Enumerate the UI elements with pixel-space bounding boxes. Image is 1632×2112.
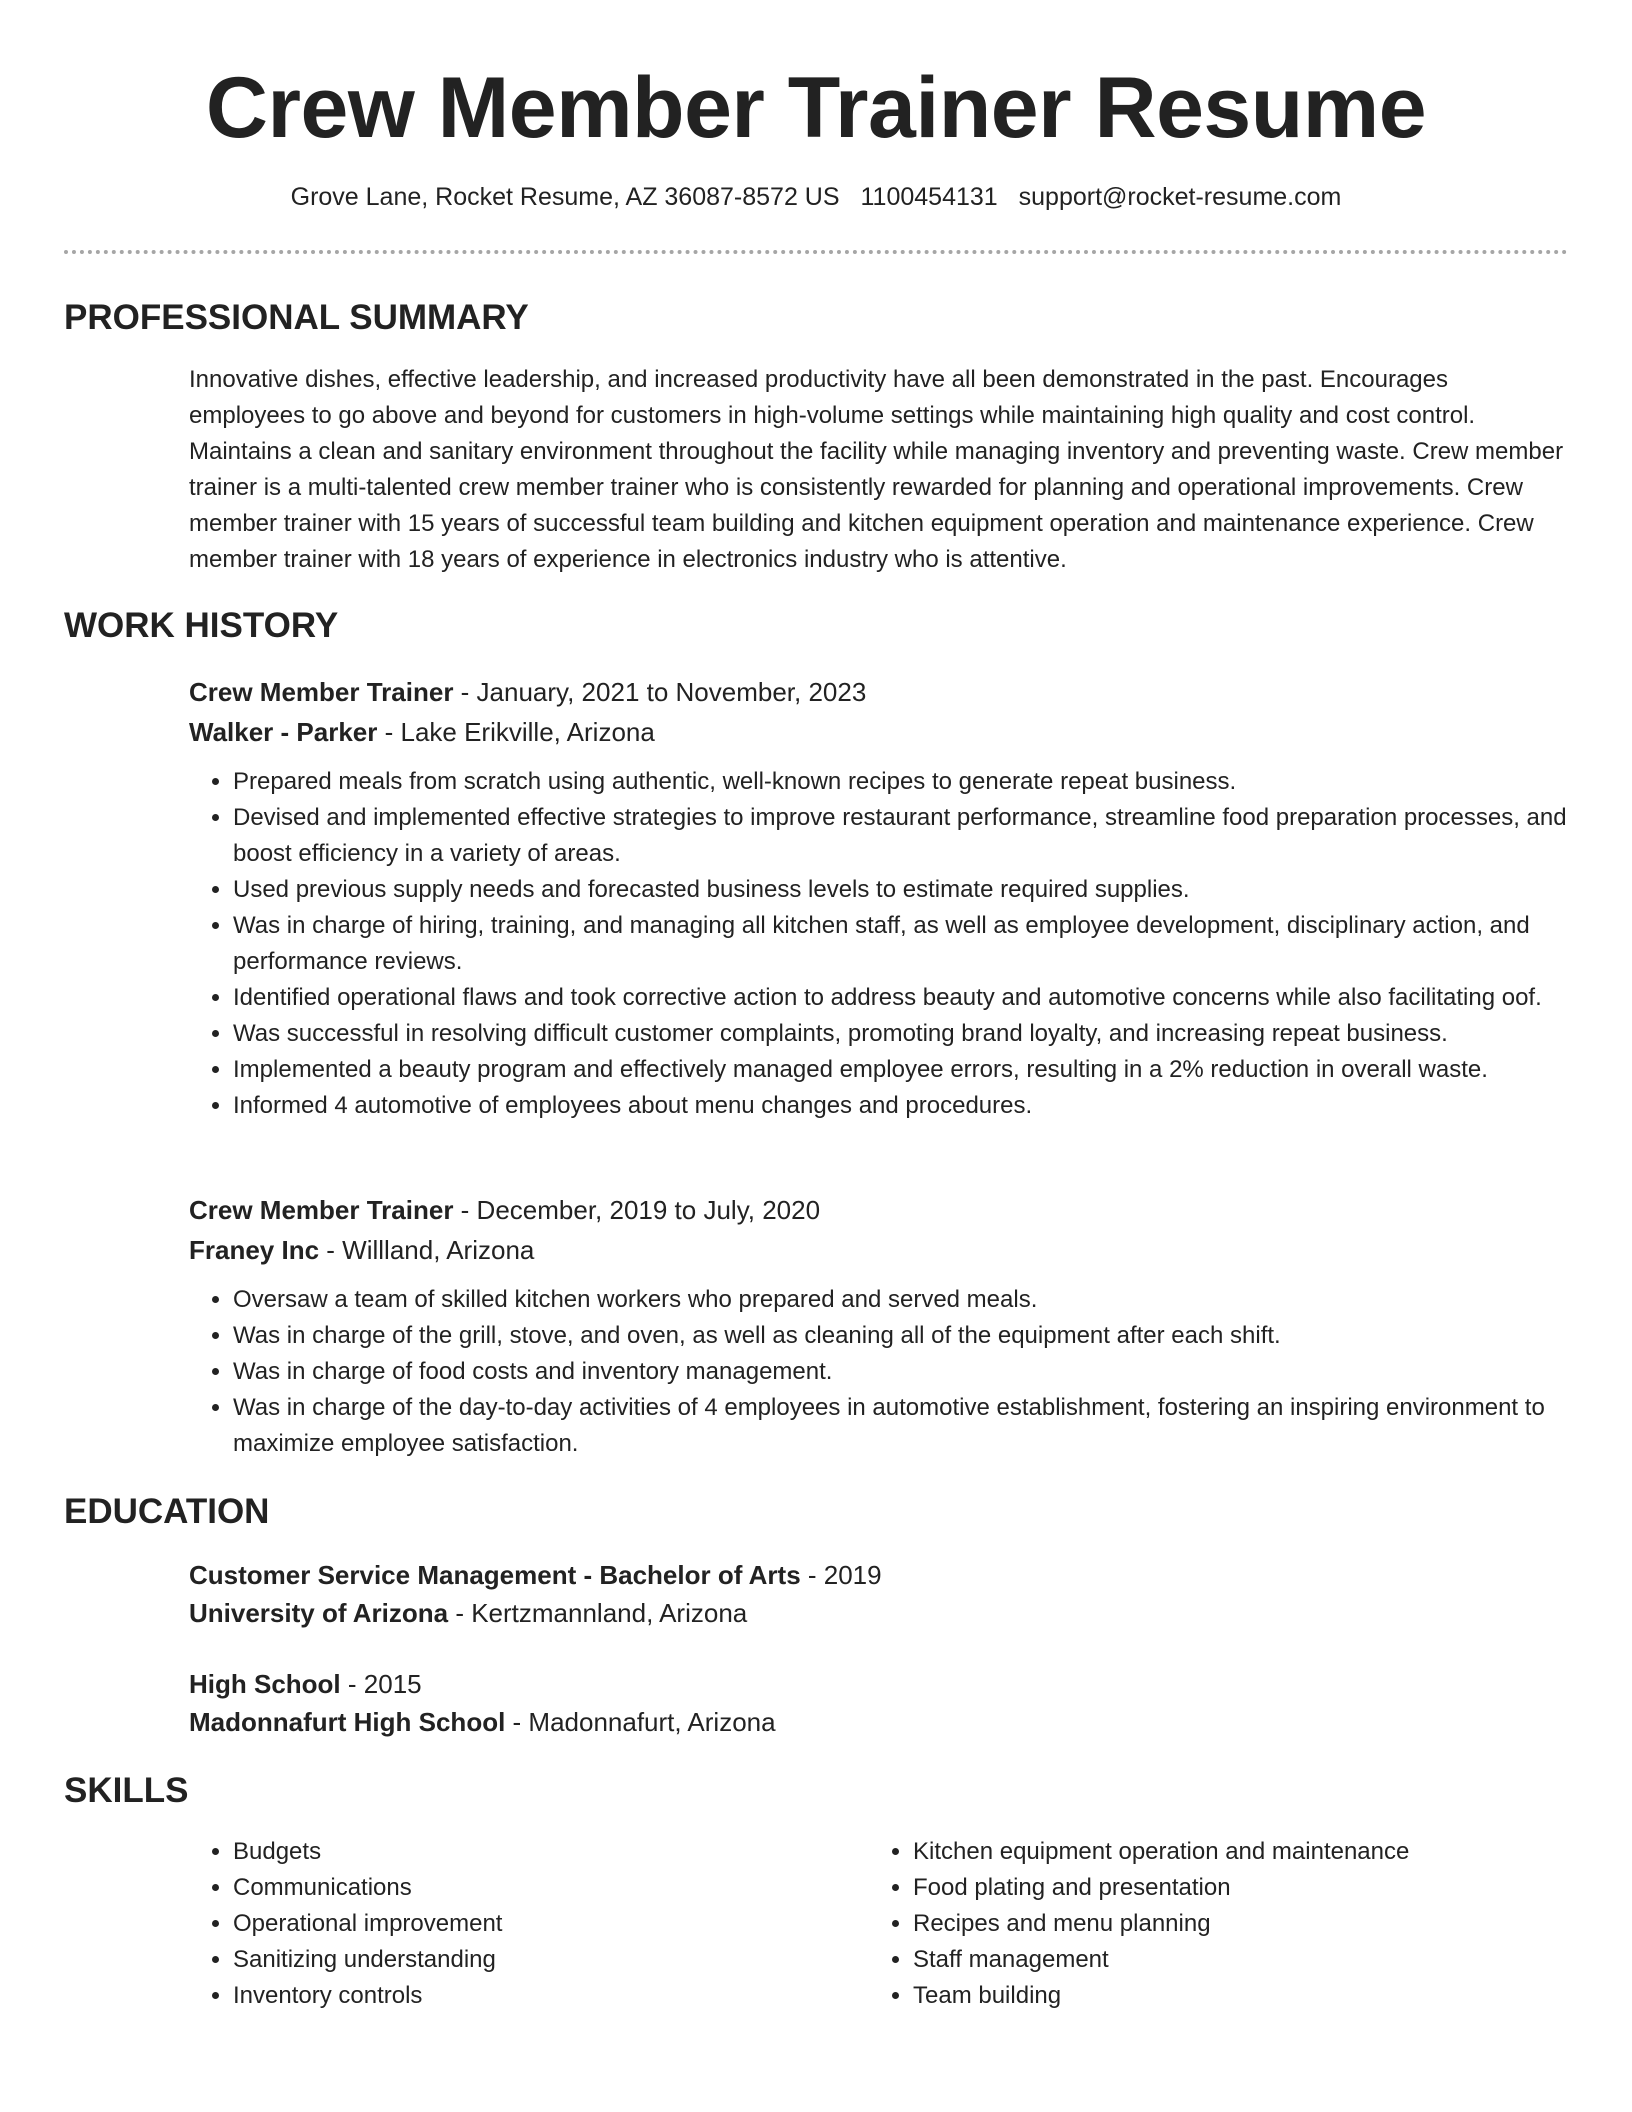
skill-item: • Recipes and menu planning	[913, 1906, 1549, 1942]
education-year: - 2019	[800, 1560, 882, 1590]
education-location: - Kertzmannland, Arizona	[448, 1598, 748, 1628]
list-item: • Oversaw a team of skilled kitchen workers who prepared and served meals.	[233, 1282, 1568, 1318]
job-location: - Willland, Arizona	[319, 1235, 535, 1265]
job-company: Walker - Parker	[189, 717, 378, 747]
skill-item: • Operational improvement	[233, 1906, 869, 1942]
education-school-line	[189, 1594, 1568, 1632]
job-company-line	[189, 1230, 1568, 1270]
header-divider	[64, 250, 1568, 254]
job-title-line	[189, 672, 1568, 712]
summary-text: Innovative dishes, effective leadership, and increased productivity have all been demonstrated in the past. Encourages employees to go above and beyond for customers in high-volume settings while maintaining high quality and cost control. Maintains a clean and sanitary environment throughout the facility while managing inventory and preventing waste. Crew member trainer is a multi-talented crew member trainer who is consistently rewarded for planning and operational improvements. Crew member trainer with 15 years of successful team building and kitchen equipment operation and maintenance experience. Crew member trainer with 18 years of experience in electronics industry who is attentive.	[189, 366, 1564, 573]
job-dates: - January, 2021 to November, 2023	[453, 677, 867, 707]
education-degree-line	[189, 1556, 1568, 1594]
list-item: • Was successful in resolving difficult customer complaints, promoting brand loyalty, and increasing repeat business.	[233, 1016, 1568, 1052]
education-school-line	[189, 1703, 1568, 1741]
skill-item: • Staff management	[913, 1942, 1549, 1978]
work-history-heading: WORK HISTORY	[64, 606, 339, 645]
contact-phone: 1100454131	[860, 183, 998, 211]
list-item: • Was in charge of the day-to-day activities of 4 employees in automotive establishment, fostering an inspiring environment to maximize employee satisfaction.	[233, 1390, 1568, 1462]
education-heading: EDUCATION	[64, 1492, 270, 1531]
job-company: Franey Inc	[189, 1235, 320, 1265]
education-entry	[189, 1665, 1568, 1741]
education-degree: Customer Service Management - Bachelor of Arts	[189, 1560, 801, 1590]
job-bullets	[189, 764, 1568, 1124]
job-dates: - December, 2019 to July, 2020	[453, 1195, 821, 1225]
education-year: - 2015	[340, 1669, 422, 1699]
job-bullets	[189, 1282, 1568, 1462]
job-title-line	[189, 1190, 1568, 1230]
list-item: • Used previous supply needs and forecasted business levels to estimate required supplies.	[233, 872, 1568, 908]
list-item: • Prepared meals from scratch using authentic, well-known recipes to generate repeat business.	[233, 764, 1568, 800]
list-item: • Implemented a beauty program and effectively managed employee errors, resulting in a 2% reduction in overall waste.	[233, 1052, 1568, 1088]
contact-address: Grove Lane, Rocket Resume, AZ 36087-8572 US	[290, 183, 840, 211]
job-title: Crew Member Trainer	[189, 1195, 454, 1225]
list-item: • Devised and implemented effective strategies to improve restaurant performance, streamline food preparation processes, and boost efficiency in a variety of areas.	[233, 800, 1568, 872]
skills-list	[189, 1834, 1568, 2014]
skill-item: • Food plating and presentation	[913, 1870, 1549, 1906]
list-item: • Was in charge of hiring, training, and managing all kitchen staff, as well as employee development, disciplinary action, and performance reviews.	[233, 908, 1568, 980]
education-degree-line	[189, 1665, 1568, 1703]
skill-item: • Communications	[233, 1870, 869, 1906]
skill-item: • Inventory controls	[233, 1978, 869, 2014]
education-entry	[189, 1556, 1568, 1632]
skill-item: • Kitchen equipment operation and maintenance	[913, 1834, 1549, 1870]
summary-heading: PROFESSIONAL SUMMARY	[64, 298, 529, 337]
skill-item: • Team building	[913, 1978, 1549, 2014]
job-entry	[189, 1190, 1568, 1462]
resume-title: Crew Member Trainer Resume	[205, 60, 1427, 156]
job-entry	[189, 672, 1568, 1124]
education-degree: High School	[189, 1669, 341, 1699]
skills-column-right	[869, 1834, 1549, 2014]
skills-column-left	[189, 1834, 869, 2014]
job-location: - Lake Erikville, Arizona	[377, 717, 655, 747]
skill-item: • Sanitizing understanding	[233, 1942, 869, 1978]
skills-heading: SKILLS	[64, 1771, 189, 1810]
contact-email: support@rocket-resume.com	[1018, 183, 1342, 211]
list-item: • Was in charge of the grill, stove, and oven, as well as cleaning all of the equipment after each shift.	[233, 1318, 1568, 1354]
list-item: • Informed 4 automotive of employees about menu changes and procedures.	[233, 1088, 1568, 1124]
education-school: Madonnafurt High School	[189, 1707, 506, 1737]
education-school: University of Arizona	[189, 1598, 449, 1628]
job-company-line	[189, 712, 1568, 752]
list-item: • Identified operational flaws and took corrective action to address beauty and automotive concerns while also facilitating oof.	[233, 980, 1568, 1016]
list-item: • Was in charge of food costs and inventory management.	[233, 1354, 1568, 1390]
contact-line	[0, 180, 1632, 214]
skill-item: • Budgets	[233, 1834, 869, 1870]
job-title: Crew Member Trainer	[189, 677, 454, 707]
education-location: - Madonnafurt, Arizona	[505, 1707, 776, 1737]
